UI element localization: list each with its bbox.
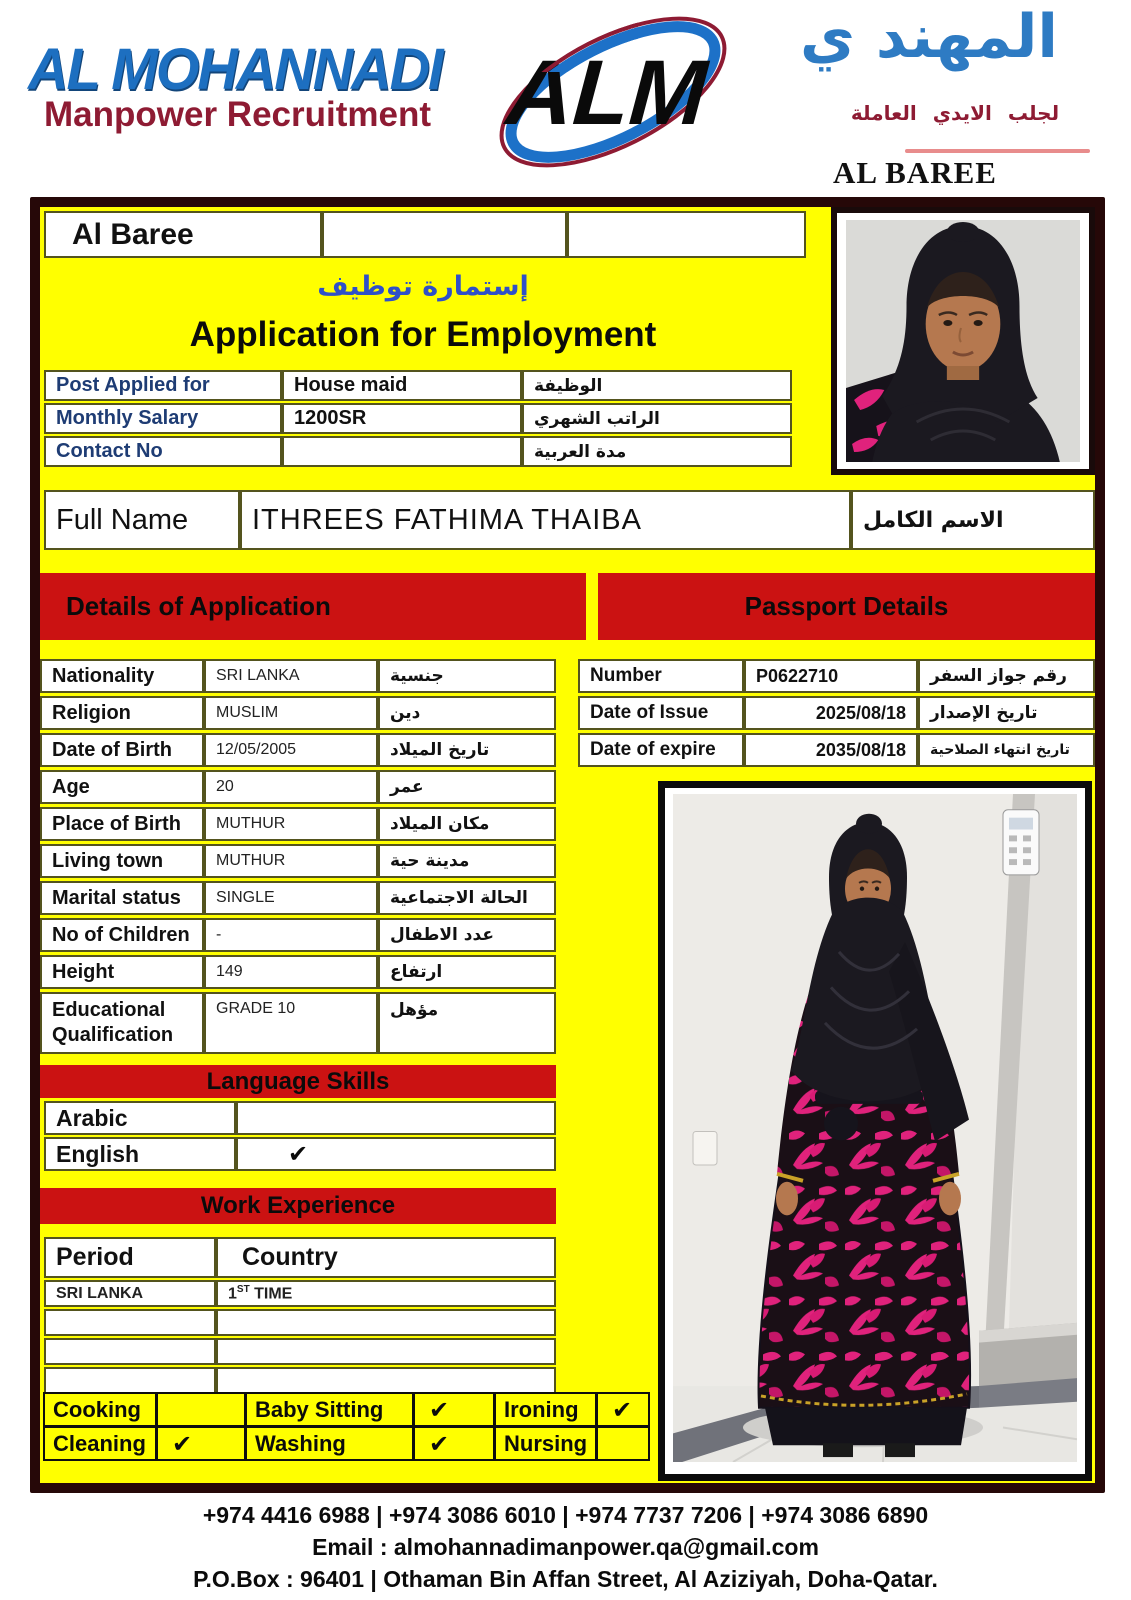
field-value: 2025/08/18 <box>815 702 906 723</box>
field-label: Post Applied for <box>56 374 210 396</box>
work-period-value: SRI LANKA <box>56 1284 144 1302</box>
skills-row <box>44 1393 652 1427</box>
skills-grid <box>44 1393 652 1461</box>
field-label: Monthly Salary <box>56 407 199 429</box>
field-value: SINGLE <box>216 889 275 906</box>
field-label: No of Children <box>52 923 190 946</box>
footer-address: P.O.Box : 96401 | Othaman Bin Affan Street, Al Aziziyah, Doha-Qatar. <box>193 1566 938 1592</box>
field-arabic: عدد الاطفال <box>390 925 494 945</box>
full-name-value: ITHREES FATHIMA THAIBA <box>252 503 642 536</box>
skill-check: ✔ <box>612 1395 633 1424</box>
table-row-empty <box>44 1338 556 1365</box>
section-header-details <box>40 573 586 640</box>
table-row <box>578 696 1095 730</box>
field-arabic: مدينة حية <box>390 851 470 871</box>
table-row <box>40 844 556 878</box>
passport-table <box>578 659 1095 767</box>
table-header-row <box>44 1237 556 1278</box>
field-label: Age <box>52 775 90 798</box>
skill-label: Ironing <box>504 1396 579 1422</box>
field-arabic: دين <box>390 703 421 723</box>
field-value: 1200SR <box>294 407 367 429</box>
full-name-arabic: الاسم الكامل <box>863 507 1004 533</box>
field-arabic: مؤهل <box>390 1000 439 1020</box>
full-name-row <box>44 490 1095 550</box>
field-arabic: مكان الميلاد <box>390 814 490 834</box>
alm-logo-icon <box>488 2 738 182</box>
table-row <box>40 659 556 693</box>
field-value: P0622710 <box>756 665 839 686</box>
field-arabic: تاريخ الميلاد <box>390 740 490 760</box>
skill-label: Cooking <box>53 1396 141 1422</box>
skill-label: Nursing <box>504 1430 588 1456</box>
field-arabic: جنسية <box>390 666 444 686</box>
skill-label: Cleaning <box>53 1430 146 1456</box>
language-label: Arabic <box>56 1104 128 1131</box>
table-row <box>44 370 792 401</box>
section-title: Language Skills <box>206 1067 390 1095</box>
field-label: Marital status <box>52 886 181 909</box>
field-value: House maid <box>294 374 408 396</box>
field-arabic: ارتفاع <box>390 962 443 982</box>
table-row <box>44 403 792 434</box>
agency-subtitle: Manpower Recruitment <box>44 95 431 134</box>
field-arabic: الحالة الاجتماعية <box>390 888 528 908</box>
table-row <box>44 436 792 467</box>
field-label: Number <box>590 665 662 686</box>
field-label: Date of Issue <box>590 702 709 723</box>
footer-email: Email : almohannadimanpower.qa@gmail.com <box>312 1534 819 1560</box>
table-row <box>578 733 1095 767</box>
footer-phones: +974 4416 6988 | +974 3086 6010 | +974 7737 7206 | +974 3086 6890 <box>202 1502 929 1528</box>
section-header-work <box>40 1188 556 1224</box>
table-row <box>40 696 556 730</box>
field-value: 12/05/2005 <box>216 741 297 758</box>
field-value: 2035/08/18 <box>815 739 906 760</box>
field-arabic: تاريخ الإصدار <box>930 703 1038 723</box>
section-title: Passport Details <box>744 591 949 621</box>
table-row <box>44 1280 556 1307</box>
agency-name-english: AL MOHANNADI <box>28 35 442 102</box>
section-header-passport <box>598 573 1095 640</box>
skills-row <box>44 1427 652 1461</box>
column-header-period: Period <box>56 1243 134 1271</box>
table-row <box>578 659 1095 693</box>
column-header-country: Country <box>242 1243 338 1271</box>
field-value: SRI LANKA <box>216 667 300 684</box>
empty-header-cell <box>567 211 806 258</box>
section-title: Details of Application <box>66 591 331 621</box>
table-row <box>40 770 556 804</box>
agency-name-arabic: المهند ي <box>800 2 1058 72</box>
field-value: 20 <box>216 778 234 795</box>
table-row <box>44 1101 556 1135</box>
contact-footer <box>0 1499 1131 1595</box>
table-row <box>40 881 556 915</box>
skill-check: ✔ <box>429 1429 450 1458</box>
field-value: MUTHUR <box>216 852 286 869</box>
section-header-language <box>40 1065 556 1098</box>
field-arabic: الوظيفة <box>534 375 603 396</box>
red-smudge-mark <box>905 149 1090 153</box>
table-row-empty <box>44 1367 556 1394</box>
field-value: MUSLIM <box>216 704 279 721</box>
table-row <box>40 733 556 767</box>
table-row <box>40 918 556 952</box>
office-header-row <box>44 211 806 258</box>
section-title: Work Experience <box>200 1192 396 1219</box>
skill-label: Washing <box>255 1430 346 1456</box>
field-label: Religion <box>52 701 131 724</box>
applicant-portrait-photo <box>831 207 1095 475</box>
table-row <box>40 992 556 1054</box>
language-table <box>44 1101 556 1171</box>
field-arabic: تاريخ انتهاء الصلاحية <box>930 742 1070 758</box>
work-country-value: 1ST TIME <box>228 1283 293 1303</box>
empty-header-cell <box>322 211 567 258</box>
field-label: Contact No <box>56 440 163 462</box>
field-arabic: الراتب الشهري <box>534 408 660 429</box>
table-row <box>40 955 556 989</box>
table-row <box>44 1137 556 1171</box>
table-row-empty <box>44 1309 556 1336</box>
field-label: Place of Birth <box>52 812 181 835</box>
full-name-label: Full Name <box>56 503 189 536</box>
language-label: English <box>56 1140 140 1167</box>
skill-label: Baby Sitting <box>255 1396 384 1422</box>
field-label: Date of expire <box>590 739 716 760</box>
office-name: Al Baree <box>72 217 194 251</box>
field-arabic: عمر <box>390 777 424 797</box>
table-row <box>40 807 556 841</box>
office-name-cell <box>44 211 322 258</box>
applicant-full-body-photo <box>658 781 1092 1481</box>
skill-check: ✔ <box>429 1395 450 1424</box>
field-value: 149 <box>216 963 243 980</box>
skill-check: ✔ <box>172 1429 193 1458</box>
field-label: Nationality <box>52 664 155 687</box>
field-label: Date of Birth <box>52 738 172 761</box>
work-experience-table <box>44 1237 556 1394</box>
agency-subtitle-arabic: لجلب الايدي العاملة <box>850 101 1060 125</box>
field-label: Height <box>52 960 115 983</box>
field-label: Educational Qualification <box>52 999 174 1046</box>
field-arabic: مدة العربية <box>534 441 627 462</box>
field-arabic: رقم جواز السفر <box>930 666 1067 686</box>
field-value: - <box>216 926 222 943</box>
svg-text:ALM: ALM <box>503 41 710 144</box>
language-check: ✔ <box>288 1140 309 1168</box>
application-form <box>30 197 1105 1493</box>
form-title-english: Application for Employment <box>189 315 657 354</box>
field-label: Living town <box>52 849 164 872</box>
field-value: GRADE 10 <box>216 1000 296 1017</box>
details-table <box>40 659 556 1054</box>
partner-office-name: AL BAREE <box>833 155 997 190</box>
top-fields-table <box>44 370 792 467</box>
field-value: MUTHUR <box>216 815 286 832</box>
form-title-arabic: إستمارة توظيف <box>317 271 529 302</box>
